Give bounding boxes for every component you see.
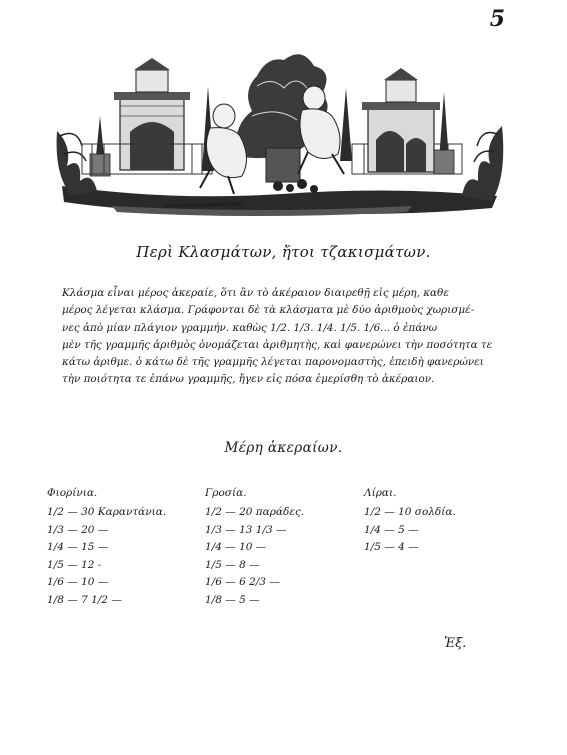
paragraph [62, 285, 502, 389]
paragraph-line: νες ἀπὸ μίαν πλάγιον γραμμήν. καθὼς 1/2. 1/3. 1/4. 1/5. 1/6... ὁ ἐπάνω [62, 321, 438, 334]
column-row: 1/5 — 12 - [47, 558, 102, 571]
column-row: 1/8 — 5 — [205, 593, 260, 606]
paragraph-line: μὲν τῆς γραμμῆς ἀριθμὸς ὀνομάζεται ἀριθμητὴς, καὶ φανερώνει τὴν ποσότητα τε [62, 338, 493, 351]
currency-column-florins [47, 487, 166, 612]
column-row: 1/2 — 10 σολδία. [364, 506, 456, 518]
column-row: 1/3 — 13 1/3 — [205, 523, 287, 536]
paragraph-line: Κλάσμα εἶναι μέρος ἀκεραίε, ὅτι ἂν τὸ ἀκέραιον διαιρεθῇ εἰς μέρη, καθε [62, 287, 449, 299]
engraved-vignette-illustration [52, 36, 507, 221]
page-number: 5 [489, 6, 505, 32]
column-row: 1/5 — 4 — [364, 541, 419, 554]
column-row: 1/5 — 8 — [205, 558, 260, 571]
column-header: Γροσία. [205, 487, 247, 499]
column-row: 1/4 — 10 — [205, 541, 267, 554]
column-row: 1/2 — 20 παράδες. [205, 506, 305, 518]
paragraph-line: κάτω ἀριθμε. ὁ κάτω δὲ τῆς γραμμῆς λέγεται παρονομαστὴς, ἐπειδὴ φανερώνει [62, 356, 484, 369]
column-row: 1/2 — 30 Καραντάνια. [47, 506, 167, 518]
column-row: 1/3 — 20 — [47, 523, 109, 536]
currency-column-grosia [205, 487, 304, 612]
column-header: Φιορίνια. [47, 487, 98, 499]
column-row: 1/4 — 15 — [47, 541, 109, 554]
paragraph-line: τὴν ποιότητα τε ἐπάνω γραμμῆς, ἤγεν εἰς πόσα ἐμερίσθη τὸ ἀκέραιον. [62, 373, 435, 386]
column-row: 1/6 — 10 — [47, 576, 109, 589]
table-heading: Μέρη ἀκεραίων. [224, 440, 343, 456]
section-heading: Περὶ Κλασμάτων, ἤτοι τζακισμάτων. [136, 243, 431, 261]
column-row: 1/6 — 6 2/3 — [205, 576, 280, 589]
column-row: 1/8 — 7 1/2 — [47, 593, 122, 606]
column-row: 1/4 — 5 — [364, 523, 419, 536]
catchword: Ἐξ. [444, 636, 467, 651]
paragraph-line: μέρος λέγεται κλάσμα. Γράφονται δὲ τὰ κλάσματα μὲ δύο ἀριθμοὺς χωρισμέ- [62, 304, 475, 317]
column-header: Λίραι. [364, 487, 397, 499]
currency-column-lire [364, 487, 456, 559]
